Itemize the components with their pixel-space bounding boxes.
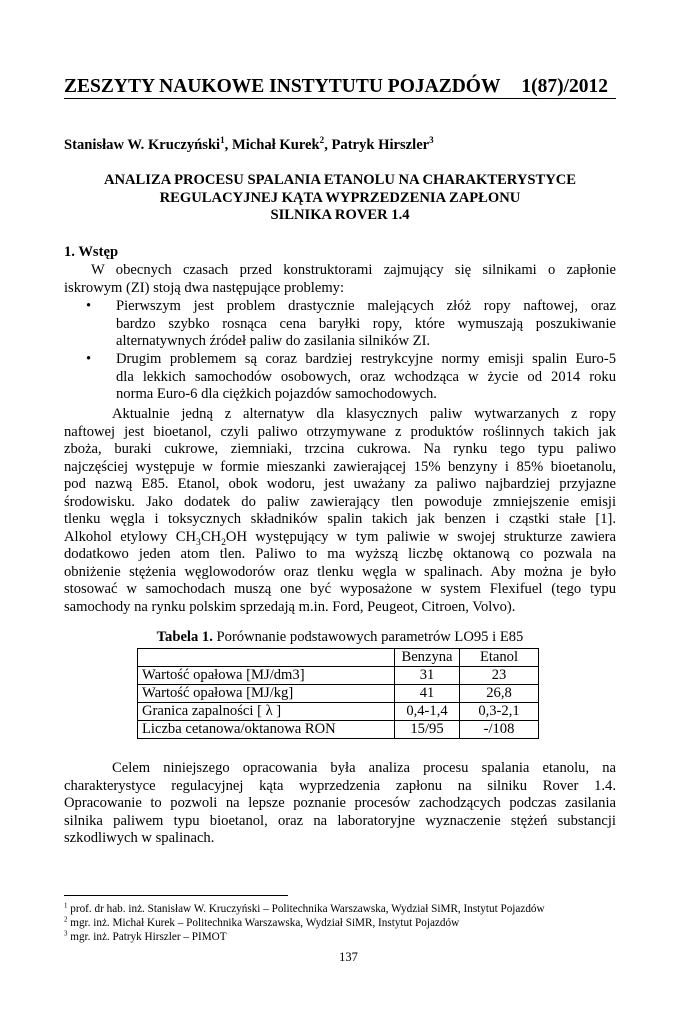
footnote-text: mgr. inż. Patryk Hirszler – PIMOT <box>70 931 227 943</box>
text-line: silnika paliwem typu bioetanol, oraz na laboratoryjne wyznaczenie stężeń substancji <box>64 812 616 829</box>
table-cell: 41 <box>395 685 460 703</box>
paper-title <box>64 172 616 225</box>
author-list: Stanisław W. Kruczyński$^1$, Michał Kurek$^2$, Patryk Hirszler$^3$ <box>64 135 434 153</box>
formula-text: OH występujący w tym paliwie w swojej strukturze zawiera <box>225 528 616 545</box>
bullet-item <box>86 298 616 351</box>
text-line: obniżenie stężenia węglowodorów oraz tlenku węgla w spalinach. Aby można je było <box>64 563 616 580</box>
table-cell: Liczba cetanowa/oktanowa RON <box>138 721 395 739</box>
footnote-text: prof. dr hab. inż. Stanisław W. Kruczyński – Politechnika Warszawska, Wydział SiMR, Instytut Pojazdów <box>70 903 545 915</box>
footnote-mark: 2 <box>64 915 68 924</box>
text-line: zboża, buraki cukrowe, ziemniaki, trzcina cukrowa. Na rynku tego typu paliwo <box>64 441 616 457</box>
table-header-row <box>138 649 539 667</box>
body-paragraph <box>64 406 616 616</box>
text-line: tlenku węgla i toksycznych składników spalin takich jak benzen i cząstki stałe [1]. <box>64 511 616 527</box>
table-cell: 0,4-1,4 <box>395 703 460 721</box>
formula-subscript: 3 <box>196 536 201 548</box>
text-line: Aktualnie jedną z alternatyw dla klasycznych paliw wytwarzanych z ropy <box>112 406 616 422</box>
table-cell: -/108 <box>460 721 539 739</box>
bullet-icon: • <box>86 298 92 314</box>
page-number: 137 <box>339 950 358 964</box>
table-caption <box>64 629 616 646</box>
formula-subscript: 2 <box>221 536 226 548</box>
footnote-mark: 3 <box>64 929 68 938</box>
text-line: Opracowanie to pozwoli na lepsze poznanie procesów zachodzących podczas zasilania <box>64 795 616 811</box>
title-line: REGULACYJNEJ KĄTA WYPRZEDZENIA ZAPŁONU <box>159 189 521 206</box>
text-line: Pierwszym jest problem drastycznie malejących złóż ropy naftowej, oraz <box>116 298 616 314</box>
table-caption-text: Porównanie podstawowych parametrów LO95 i E85 <box>216 629 524 645</box>
author-name: Patryk Hirszler <box>331 137 430 153</box>
comparison-table <box>137 648 539 739</box>
text-line-formula <box>64 529 616 547</box>
table-header-cell <box>138 649 395 667</box>
footnote <box>64 916 545 930</box>
table-header-cell: Benzyna <box>395 649 460 667</box>
journal-title: ZESZYTY NAUKOWE INSTYTUTU POJAZDÓW <box>64 76 501 97</box>
text-line: dodatkowo jeden atom tlen. Paliwo to ma wyższą liczbę oktanową co pozwala na <box>64 546 616 562</box>
table-cell: Granica zapalności [ λ ] <box>138 703 395 721</box>
title-line: SILNIKA ROVER 1.4 <box>270 207 410 223</box>
table-row <box>138 721 539 739</box>
formula-text: CH <box>200 528 222 545</box>
table-row <box>138 667 539 685</box>
text-line: charakterystyce regulacyjnej kąta wyprzedzenia zapłonu na silniku Rover 1.4. <box>64 777 616 794</box>
header-rule <box>64 98 616 99</box>
text-line: bardzo szybko rosnąca cena baryłki ropy, które wymuszają poszukiwanie <box>116 315 616 332</box>
author-footnote-mark: 2 <box>319 135 325 146</box>
text-line: dla lekkich samochodów osobowych, oraz wchodząca w życie od 2014 roku <box>116 368 616 385</box>
footnote-rule <box>64 895 288 896</box>
table-cell: 31 <box>395 667 460 685</box>
footnote-text: mgr. inż. Michał Kurek – Politechnika Warszawska, Wydział SiMR, Instytut Pojazdów <box>70 917 460 929</box>
text-line: iskrowym (ZI) stoją dwa następujące problemy: <box>64 279 345 296</box>
journal-header <box>64 76 616 98</box>
text-line: Celem niniejszego opracowania była analiza procesu spalania etanolu, na <box>112 760 616 776</box>
table-row <box>138 685 539 703</box>
table-cell: 26,8 <box>460 685 539 703</box>
table-cell: Wartość opałowa [MJ/dm3] <box>138 667 395 685</box>
bullet-item <box>86 351 616 404</box>
table-row <box>138 703 539 721</box>
footnote <box>64 930 545 944</box>
author-name: Stanisław W. Kruczyński <box>64 137 221 153</box>
text-line: Drugim problemem są coraz bardziej restrykcyjne normy emisji spalin Euro-5 <box>116 351 616 367</box>
author-name: Michał Kurek <box>231 137 320 153</box>
text-line: szkodliwych w spalinach. <box>64 830 215 846</box>
table-header-cell: Etanol <box>460 649 539 667</box>
text-line: pod nazwą E85. Etanol, obok wodoru, jest uważany za paliwo najbardziej przyjazne <box>64 476 616 492</box>
table-cell: Wartość opałowa [MJ/kg] <box>138 685 395 703</box>
text-line: alternatywnych źródeł paliw do zasilania silników ZI. <box>116 333 431 349</box>
footnote-mark: 1 <box>64 901 68 910</box>
text-line: W obecnych czasach przed konstruktorami zajmujący się silnikami o zapłonie <box>91 262 616 278</box>
text-line: norma Euro-6 dla ciężkich pojazdów samochodowych. <box>116 386 437 402</box>
section-heading: 1. Wstęp <box>64 244 119 260</box>
text-line: najczęściej występuje w formie mieszanki zawierającej 15% benzyny i 85% bioetanolu, <box>64 458 616 475</box>
intro-paragraph <box>64 262 616 297</box>
title-line: ANALIZA PROCESU SPALANIA ETANOLU NA CHARAKTERYSTYCE <box>103 172 577 188</box>
body-paragraph <box>64 760 616 848</box>
text-line: stosować w samochodach muszą one być wyposażone w system Flexifuel (tego typu <box>64 581 616 597</box>
text-line: samochody na rynku polskim sprzedają m.in. Ford, Peugeot, Citroen, Volvo). <box>64 598 516 615</box>
text-line: środowisku. Jako dodatek do paliw zawierający tlen powoduje zmniejszenie emisji <box>64 493 616 510</box>
issue-number: 1(87)/2012 <box>521 76 608 97</box>
footnote <box>64 902 545 916</box>
table-cell: 15/95 <box>395 721 460 739</box>
text-line: naftowej jest bioetanol, czyli paliwo otrzymywane z produktów roślinnych takich jak <box>64 423 616 440</box>
footnotes <box>64 902 545 944</box>
table-cell: 0,3-2,1 <box>460 703 539 721</box>
bullet-icon: • <box>86 351 92 367</box>
formula-text: Alkohol etylowy CH <box>64 528 196 545</box>
table-caption-label: Tabela 1. <box>156 629 213 645</box>
author-footnote-mark: 3 <box>429 135 434 146</box>
table-cell: 23 <box>460 667 539 685</box>
author-footnote-mark: 1 <box>220 135 225 146</box>
